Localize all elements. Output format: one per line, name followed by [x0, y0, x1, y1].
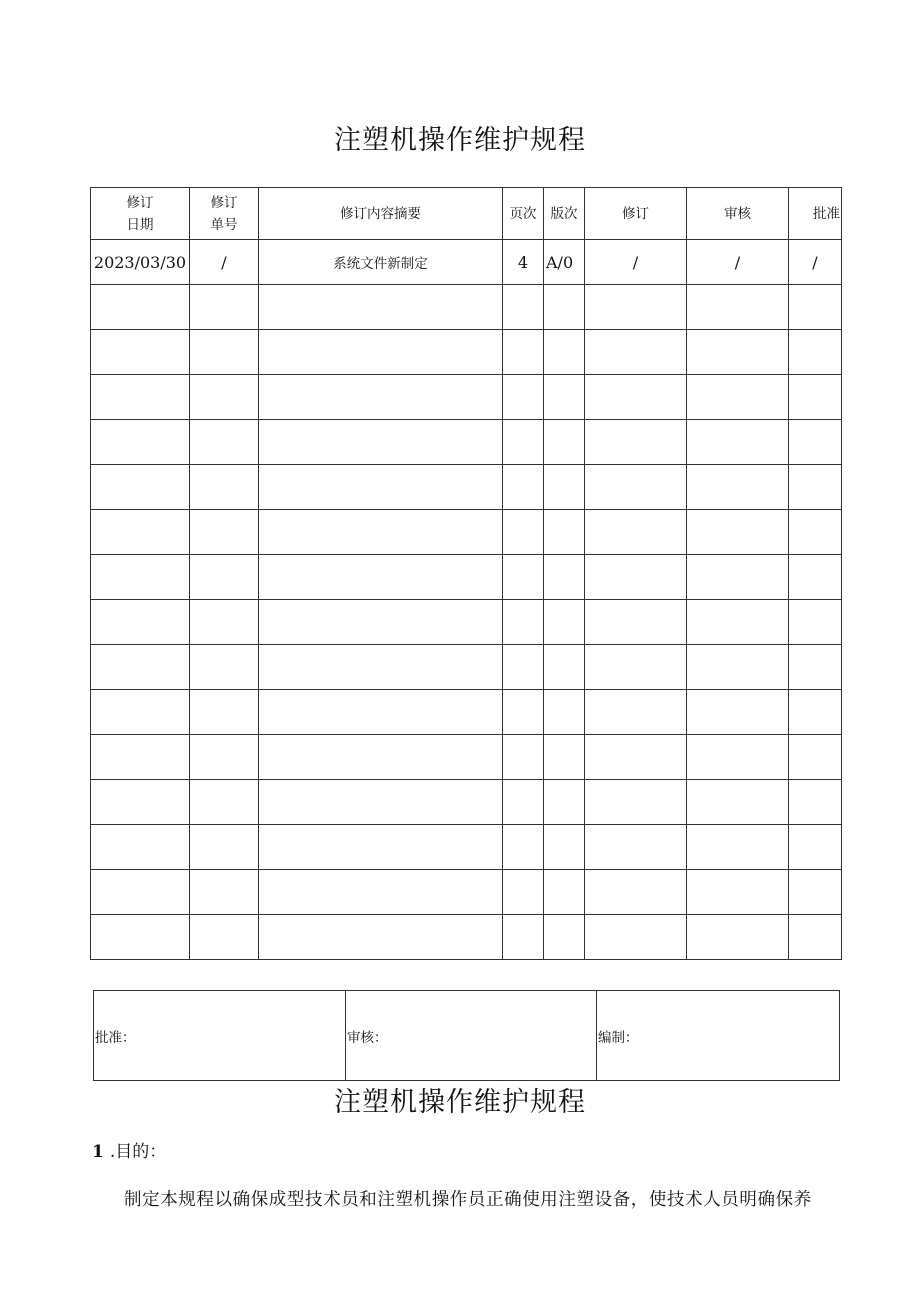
empty-cell — [789, 330, 842, 375]
review-label: 审核： — [346, 991, 597, 1081]
cell-revised-by: / — [585, 240, 687, 285]
empty-cell — [687, 375, 789, 420]
table-row — [91, 870, 842, 915]
empty-cell — [585, 825, 687, 870]
empty-cell — [585, 780, 687, 825]
compile-label: 编制： — [597, 991, 840, 1081]
empty-cell — [259, 510, 503, 555]
empty-cell — [687, 645, 789, 690]
empty-cell — [503, 330, 544, 375]
table-row — [91, 690, 842, 735]
empty-cell — [259, 645, 503, 690]
empty-cell — [544, 555, 585, 600]
empty-cell — [503, 915, 544, 960]
empty-cell — [687, 690, 789, 735]
empty-rows — [91, 285, 842, 960]
table-row — [91, 735, 842, 780]
empty-cell — [259, 600, 503, 645]
document-title: 注塑机操作维护规程 — [334, 125, 586, 156]
empty-cell — [190, 555, 259, 600]
header-pages: 页次 — [503, 188, 544, 240]
table-row — [91, 600, 842, 645]
empty-cell — [585, 375, 687, 420]
empty-cell — [687, 555, 789, 600]
empty-cell — [544, 285, 585, 330]
empty-cell — [789, 375, 842, 420]
empty-cell — [544, 375, 585, 420]
cell-date: 2023/03/30 — [91, 240, 190, 285]
empty-cell — [259, 690, 503, 735]
table-row — [91, 420, 842, 465]
empty-cell — [789, 915, 842, 960]
empty-cell — [503, 690, 544, 735]
header-revise-no: 修订 单号 — [190, 188, 259, 240]
header-revised-by: 修订 — [585, 188, 687, 240]
signature-row — [94, 991, 840, 1081]
empty-cell — [789, 825, 842, 870]
section-number: 1 — [92, 1142, 104, 1162]
cell-reviewed-by: / — [687, 240, 789, 285]
empty-cell — [259, 285, 503, 330]
empty-cell — [503, 510, 544, 555]
table-row — [91, 915, 842, 960]
empty-cell — [190, 285, 259, 330]
empty-cell — [789, 645, 842, 690]
table-row — [91, 375, 842, 420]
empty-cell — [190, 870, 259, 915]
table-row — [91, 780, 842, 825]
empty-cell — [91, 285, 190, 330]
empty-cell — [190, 600, 259, 645]
empty-cell — [687, 510, 789, 555]
empty-cell — [585, 600, 687, 645]
empty-cell — [789, 735, 842, 780]
empty-cell — [789, 870, 842, 915]
table-row — [91, 465, 842, 510]
empty-cell — [544, 690, 585, 735]
header-version: 版次 — [544, 188, 585, 240]
header-reviewed-by: 审核 — [687, 188, 789, 240]
empty-cell — [190, 330, 259, 375]
empty-cell — [190, 825, 259, 870]
empty-cell — [259, 330, 503, 375]
header-revise-date: 修订 日期 — [91, 188, 190, 240]
empty-cell — [585, 690, 687, 735]
empty-cell — [687, 870, 789, 915]
empty-cell — [91, 735, 190, 780]
empty-cell — [503, 375, 544, 420]
empty-cell — [259, 465, 503, 510]
table-row — [91, 240, 842, 285]
empty-cell — [544, 600, 585, 645]
revision-history-table — [90, 187, 842, 960]
empty-cell — [91, 825, 190, 870]
empty-cell — [503, 645, 544, 690]
empty-cell — [789, 420, 842, 465]
empty-cell — [544, 645, 585, 690]
empty-cell — [789, 780, 842, 825]
empty-cell — [503, 555, 544, 600]
empty-cell — [190, 915, 259, 960]
empty-cell — [91, 645, 190, 690]
empty-cell — [259, 870, 503, 915]
empty-cell — [503, 780, 544, 825]
empty-cell — [503, 870, 544, 915]
section-1-text: 制定本规程以确保成型技术员和注塑机操作员正确使用注塑设备，使技术人员明确保养 — [124, 1190, 812, 1210]
empty-cell — [789, 555, 842, 600]
empty-cell — [585, 645, 687, 690]
empty-cell — [544, 420, 585, 465]
table-header-row — [91, 188, 842, 240]
header-approved-by: 批准 — [789, 188, 842, 240]
empty-cell — [585, 555, 687, 600]
section-title: .目的： — [109, 1142, 167, 1162]
table-row — [91, 825, 842, 870]
empty-cell — [789, 465, 842, 510]
empty-cell — [259, 375, 503, 420]
empty-cell — [190, 690, 259, 735]
empty-cell — [91, 600, 190, 645]
empty-cell — [687, 330, 789, 375]
empty-cell — [585, 915, 687, 960]
empty-cell — [91, 420, 190, 465]
empty-cell — [259, 780, 503, 825]
approve-label: 批准： — [94, 991, 346, 1081]
empty-cell — [503, 465, 544, 510]
empty-cell — [687, 420, 789, 465]
empty-cell — [585, 330, 687, 375]
empty-cell — [503, 735, 544, 780]
empty-cell — [687, 825, 789, 870]
empty-cell — [190, 375, 259, 420]
empty-cell — [585, 735, 687, 780]
section-1-heading — [92, 1137, 166, 1162]
empty-cell — [585, 465, 687, 510]
table-row — [91, 510, 842, 555]
empty-cell — [789, 600, 842, 645]
empty-cell — [91, 915, 190, 960]
empty-cell — [789, 285, 842, 330]
empty-cell — [91, 870, 190, 915]
empty-cell — [544, 735, 585, 780]
empty-cell — [503, 600, 544, 645]
empty-cell — [687, 600, 789, 645]
empty-cell — [503, 825, 544, 870]
empty-cell — [190, 780, 259, 825]
empty-cell — [259, 420, 503, 465]
table-row — [91, 555, 842, 600]
signature-table — [93, 990, 840, 1081]
empty-cell — [91, 375, 190, 420]
empty-cell — [544, 510, 585, 555]
empty-cell — [503, 420, 544, 465]
empty-cell — [544, 915, 585, 960]
cell-approved-by: / — [789, 240, 842, 285]
empty-cell — [544, 825, 585, 870]
table-row — [91, 330, 842, 375]
empty-cell — [544, 465, 585, 510]
empty-cell — [91, 465, 190, 510]
empty-cell — [585, 870, 687, 915]
empty-cell — [190, 420, 259, 465]
empty-cell — [259, 915, 503, 960]
table-row — [91, 645, 842, 690]
empty-cell — [190, 510, 259, 555]
empty-cell — [259, 555, 503, 600]
empty-cell — [91, 690, 190, 735]
empty-cell — [687, 915, 789, 960]
empty-cell — [687, 465, 789, 510]
table-row — [91, 285, 842, 330]
empty-cell — [91, 330, 190, 375]
empty-cell — [585, 285, 687, 330]
cell-pages: 4 — [503, 240, 544, 285]
empty-cell — [259, 825, 503, 870]
empty-cell — [687, 780, 789, 825]
empty-cell — [503, 285, 544, 330]
empty-cell — [789, 510, 842, 555]
empty-cell — [585, 510, 687, 555]
empty-cell — [190, 735, 259, 780]
empty-cell — [190, 465, 259, 510]
empty-cell — [544, 780, 585, 825]
empty-cell — [687, 285, 789, 330]
empty-cell — [687, 735, 789, 780]
empty-cell — [544, 870, 585, 915]
empty-cell — [585, 420, 687, 465]
empty-cell — [190, 645, 259, 690]
cell-no: / — [190, 240, 259, 285]
empty-cell — [91, 510, 190, 555]
empty-cell — [91, 780, 190, 825]
document-title-repeat: 注塑机操作维护规程 — [334, 1087, 586, 1118]
cell-summary: 系统文件新制定 — [259, 240, 503, 285]
header-summary: 修订内容摘要 — [259, 188, 503, 240]
cell-version: A/0 — [544, 240, 585, 285]
empty-cell — [91, 555, 190, 600]
empty-cell — [259, 735, 503, 780]
empty-cell — [544, 330, 585, 375]
empty-cell — [789, 690, 842, 735]
